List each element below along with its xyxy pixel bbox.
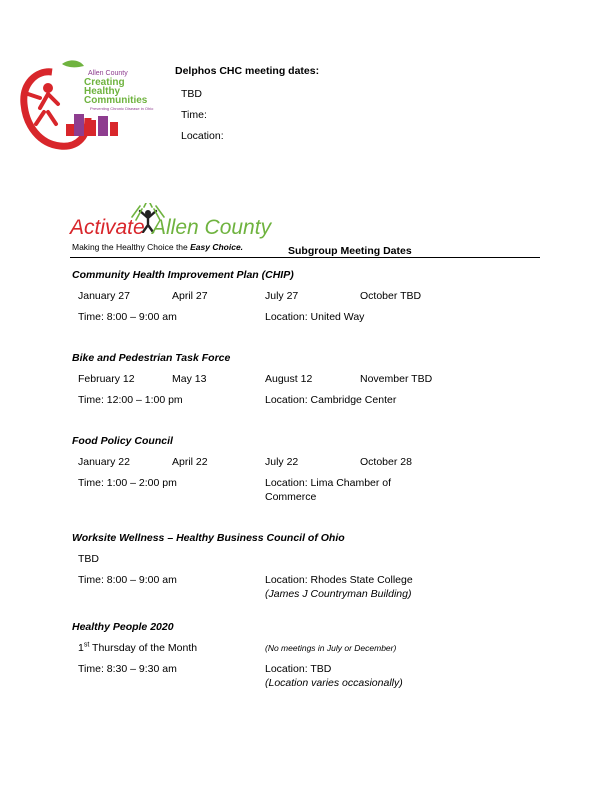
- hp2020-schedule-num: 1: [78, 642, 84, 654]
- chip-date-3: July 27: [265, 290, 299, 302]
- bike-location: Location: Cambridge Center: [265, 394, 397, 406]
- chc-logo-line2: Healthy: [84, 86, 121, 97]
- hp2020-schedule: [78, 642, 197, 655]
- food-location-line2: Commerce: [265, 491, 317, 503]
- chip-date-4: October TBD: [360, 290, 422, 302]
- chip-time: Time: 8:00 – 9:00 am: [78, 311, 177, 323]
- activate-logo-tagline-emphasis: Easy Choice.: [190, 242, 244, 252]
- chip-date-2: April 27: [172, 290, 208, 302]
- bike-date-2: May 13: [172, 373, 207, 385]
- worksite-title: Worksite Wellness – Healthy Business Council of Ohio: [72, 532, 345, 544]
- bike-time: Time: 12:00 – 1:00 pm: [78, 394, 183, 406]
- bike-title: Bike and Pedestrian Task Force: [72, 352, 231, 364]
- bike-date-4: November TBD: [360, 373, 433, 385]
- chc-logo-line1: Creating: [84, 77, 125, 88]
- worksite-location: Location: Rhodes State College: [265, 574, 413, 586]
- chip-title: Community Health Improvement Plan (CHIP): [72, 269, 294, 281]
- chc-logo-line3: Communities: [84, 95, 148, 106]
- food-date-1: January 22: [78, 456, 130, 468]
- chip-location: Location: United Way: [265, 311, 365, 323]
- activate-logo-word1: Activate: [70, 216, 145, 239]
- food-location-line1: Location: Lima Chamber of: [265, 477, 392, 489]
- food-title: Food Policy Council: [72, 435, 173, 447]
- worksite-time: Time: 8:00 – 9:00 am: [78, 574, 177, 586]
- delphos-location-label: Location:: [181, 130, 224, 142]
- bike-date-1: February 12: [78, 373, 135, 385]
- subgroup-heading: Subgroup Meeting Dates: [288, 245, 412, 257]
- bike-date-3: August 12: [265, 373, 313, 385]
- activate-logo-word2: Allen County: [152, 216, 272, 239]
- food-date-4: October 28: [360, 456, 412, 468]
- worksite-location-note: (James J Countryman Building): [265, 588, 412, 600]
- delphos-time-label: Time:: [181, 109, 207, 121]
- hp2020-location: Location: TBD: [265, 663, 332, 675]
- hp2020-title: Healthy People 2020: [72, 621, 174, 633]
- hp2020-time: Time: 8:30 – 9:30 am: [78, 663, 177, 675]
- delphos-title: Delphos CHC meeting dates:: [175, 65, 320, 77]
- hp2020-schedule-rest: Thursday of the Month: [89, 642, 198, 654]
- chc-logo-county: Allen County: [88, 70, 128, 77]
- food-date-2: April 22: [172, 456, 208, 468]
- heading-rule: [70, 257, 540, 258]
- food-date-3: July 22: [265, 456, 299, 468]
- hp2020-schedule-sup: st: [83, 641, 90, 649]
- worksite-status: TBD: [78, 553, 99, 565]
- delphos-status: TBD: [181, 88, 202, 100]
- hp2020-schedule-note: (No meetings in July or December): [265, 643, 397, 653]
- hp2020-location-note: (Location varies occasionally): [265, 677, 403, 689]
- chc-logo-tagline: Preventing Chronic Disease in Ohio: [90, 106, 154, 111]
- activate-logo-tagline-prefix: Making the Healthy Choice the: [72, 242, 191, 252]
- food-time: Time: 1:00 – 2:00 pm: [78, 477, 177, 489]
- chip-date-1: January 27: [78, 290, 130, 302]
- activate-logo-tagline: [72, 242, 243, 252]
